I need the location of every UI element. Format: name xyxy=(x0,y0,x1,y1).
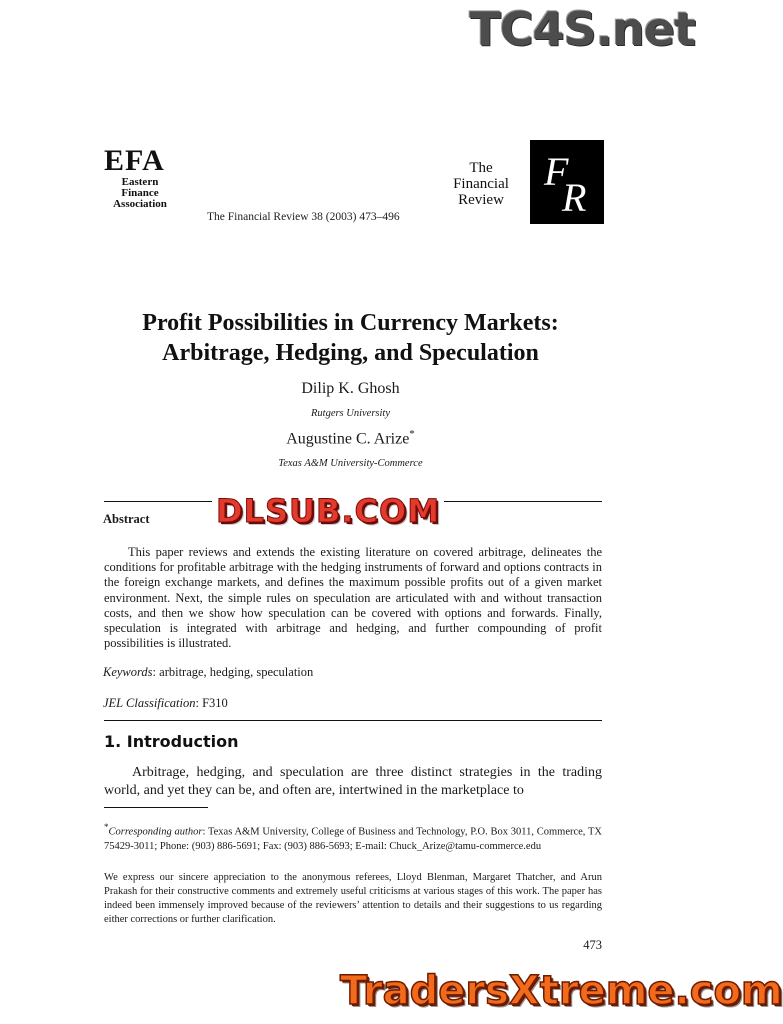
title-line-2: Arbitrage, Hedging, and Speculation xyxy=(162,340,539,366)
jel-classification xyxy=(103,696,228,711)
financial-review-wordmark xyxy=(444,160,518,208)
keywords xyxy=(103,665,313,680)
abstract-bottom-rule xyxy=(104,720,602,721)
fr-word-2: Financial xyxy=(453,176,509,192)
efa-line-2: Finance xyxy=(121,187,159,199)
jel-label: JEL Classification xyxy=(103,696,196,710)
footnote-rule xyxy=(104,807,208,808)
introduction-text: Arbitrage, hedging, and speculation are three distinct strategies in the trading world, and yet they can be, and often are, intertwined in the marketplace to xyxy=(104,765,602,798)
footnote-acknowledgement: We express our sincere appreciation to the anonymous referees, Lloyd Blenman, Margaret Thatcher, and Arun Prakash for their constructive comments and extremely useful criticisms at various stages of this work. The paper has indeed been immensely improved because of the reviewers’ attention to details and their suggestions to us regarding either corrections or further clarification. xyxy=(104,872,602,925)
efa-logo-abbrev: EFA xyxy=(104,144,165,177)
fr-logo-r: R xyxy=(562,175,587,220)
journal-citation: The Financial Review 38 (2003) 473–496 xyxy=(207,211,400,223)
footnote-mark: * xyxy=(104,822,109,832)
keywords-label: Keywords xyxy=(103,665,153,679)
tradersxtreme-watermark: TradersXtreme.com xyxy=(340,968,783,1014)
efa-logo-text xyxy=(104,177,176,210)
author-2 xyxy=(0,428,701,448)
abstract-heading: Abstract xyxy=(103,512,150,526)
title-line-1: Profit Possibilities in Currency Markets: xyxy=(142,310,559,336)
keywords-value: : arbitrage, hedging, speculation xyxy=(152,665,314,679)
section-heading-introduction: 1. Introduction xyxy=(104,732,239,751)
author-1-affiliation: Rutgers University xyxy=(310,408,391,419)
fr-word-3: Review xyxy=(458,192,504,208)
author-2-name: Augustine C. Arize xyxy=(286,430,410,448)
footnote-corresponding-author xyxy=(104,820,602,854)
efa-line-1: Eastern xyxy=(121,176,159,188)
corresponding-author-text: : Texas A&M University, College of Business and Technology, P.O. Box 3011, Commerce, TX 75429-3011; Phone: (903) 886-5691; Fax: (903) 886-5693; E-mail: Chuck_Arize@tamu-commerce.edu xyxy=(104,826,602,852)
fr-logo-box xyxy=(530,140,604,224)
author-2-affiliation: Texas A&M University-Commerce xyxy=(278,458,423,469)
fr-logo-f: F xyxy=(544,149,569,194)
efa-line-3: Association xyxy=(113,198,167,210)
fr-word-1: The xyxy=(469,160,493,176)
abstract-text: This paper reviews and extends the existing literature on covered arbitrage, delineates the conditions for profitable arbitrage with the hedging instruments of forward and options contracts in the foreign exchange markets, and defines the maximum possible profits out of a given market environment. Next, the simple rules on speculation are articulated with and without transaction costs, and then we show how speculation can be covered with options and forwards. Finally, speculation is integrated with arbitrage and hedging, and further compounding of profit possibilities is illustrated. xyxy=(104,545,602,651)
author-2-footnote-mark: * xyxy=(409,428,415,440)
author-1-name: Dilip K. Ghosh xyxy=(301,380,400,397)
tc4s-watermark: TC4S.net xyxy=(469,2,695,56)
page-number: 473 xyxy=(583,938,602,952)
jel-value: : F310 xyxy=(195,696,228,710)
corresponding-author-label: Corresponding author xyxy=(108,826,203,838)
paper-title xyxy=(0,308,701,368)
dlsub-watermark: DLSUB.COM xyxy=(212,493,444,529)
